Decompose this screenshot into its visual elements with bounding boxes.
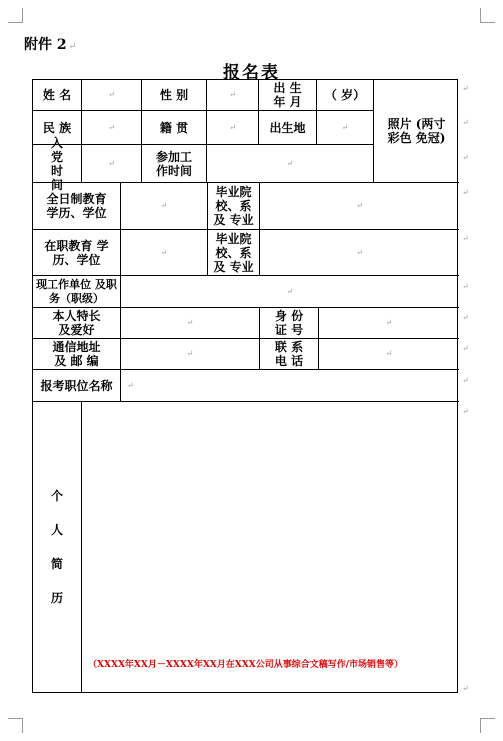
inservice-school-input[interactable]: ↵: [260, 230, 459, 276]
native-place-input[interactable]: ↵: [207, 111, 259, 145]
work-start-input[interactable]: ↵: [207, 145, 374, 183]
fulltime-edu-input[interactable]: ↵: [121, 183, 208, 230]
phone-label: 联 系 电 话: [260, 339, 319, 370]
inservice-edu-label: 在职教育 学历、学位: [33, 230, 121, 276]
fulltime-school-label: 毕业院 校、系及 专业: [208, 183, 260, 230]
form-title: 报名表: [223, 63, 280, 83]
phone-input[interactable]: ↵: [319, 339, 459, 370]
party-join-label: 入 党 时 间: [33, 145, 82, 183]
current-job-label: 现工作单位 及职务（职级）: [33, 276, 121, 308]
ethnicity-input[interactable]: ↵: [82, 111, 142, 145]
fulltime-school-input[interactable]: ↵: [260, 183, 459, 230]
paragraph-mark: ↵: [462, 344, 469, 353]
specialty-label: 本人特长 及爱好: [33, 308, 121, 339]
birthplace-input[interactable]: ↵: [317, 111, 374, 145]
birth-label: 出 生 年 月: [259, 80, 317, 111]
address-label: 通信地址 及 邮 编: [33, 339, 121, 370]
inservice-school-label: 毕业院 校、系及 专业: [208, 230, 260, 276]
resume-label-char-2: 人: [50, 523, 63, 537]
resume-label: [33, 402, 82, 692]
name-label: 姓 名: [33, 80, 82, 111]
birthplace-label: 出生地: [259, 111, 317, 145]
corner-mark-bottom-right: [480, 718, 495, 733]
registration-form: [32, 79, 458, 693]
work-start-label: 参加工 作时间: [142, 145, 207, 183]
ethnicity-label: 民 族: [33, 111, 82, 145]
paragraph-mark: ↵: [462, 118, 469, 127]
fulltime-edu-label: 全日制教育 学历、学位: [33, 183, 121, 230]
paragraph-mark: ↵: [462, 84, 469, 93]
id-number-label: 身 份 证 号: [260, 308, 319, 339]
corner-mark-bottom-left: [8, 718, 23, 733]
resume-label-char-3: 简: [50, 557, 63, 571]
position-label: 报考职位名称: [33, 370, 121, 402]
gender-input[interactable]: ↵: [207, 80, 259, 111]
birth-input[interactable]: （ 岁）: [317, 80, 374, 111]
paragraph-mark: ↵: [462, 684, 469, 693]
paragraph-mark: ↵: [462, 313, 469, 322]
name-input[interactable]: ↵: [82, 80, 142, 111]
specialty-input[interactable]: ↵: [121, 308, 260, 339]
current-job-input[interactable]: ↵: [121, 276, 459, 308]
corner-mark-top-right: [480, 8, 495, 23]
inservice-edu-input[interactable]: ↵: [121, 230, 208, 276]
party-join-input[interactable]: ↵: [82, 145, 142, 183]
resume-label-char-1: 个: [50, 489, 63, 503]
paragraph-mark: ↵: [462, 188, 469, 197]
corner-mark-top-left: [8, 8, 23, 23]
paragraph-mark: ↵: [462, 234, 469, 243]
paragraph-mark: ↵: [462, 153, 469, 162]
paragraph-mark: ↵: [462, 282, 469, 291]
paragraph-mark: ↵: [462, 407, 469, 416]
attachment-label: 附件 2 ↵: [24, 37, 77, 53]
paragraph-mark: ↵: [462, 376, 469, 385]
resume-input[interactable]: [82, 402, 459, 692]
gender-label: 性 别: [142, 80, 207, 111]
resume-note: （XXXX年XX月－XXXX年XX月在XXX公司从事综合文稿写作/市场销售等）: [88, 660, 404, 670]
photo-box: 照片 (两寸彩色 免冠): [374, 80, 459, 183]
resume-label-char-4: 历: [50, 591, 63, 605]
position-input[interactable]: ↵: [121, 370, 459, 402]
native-place-label: 籍 贯: [142, 111, 207, 145]
id-number-input[interactable]: ↵: [319, 308, 459, 339]
address-input[interactable]: ↵: [121, 339, 260, 370]
